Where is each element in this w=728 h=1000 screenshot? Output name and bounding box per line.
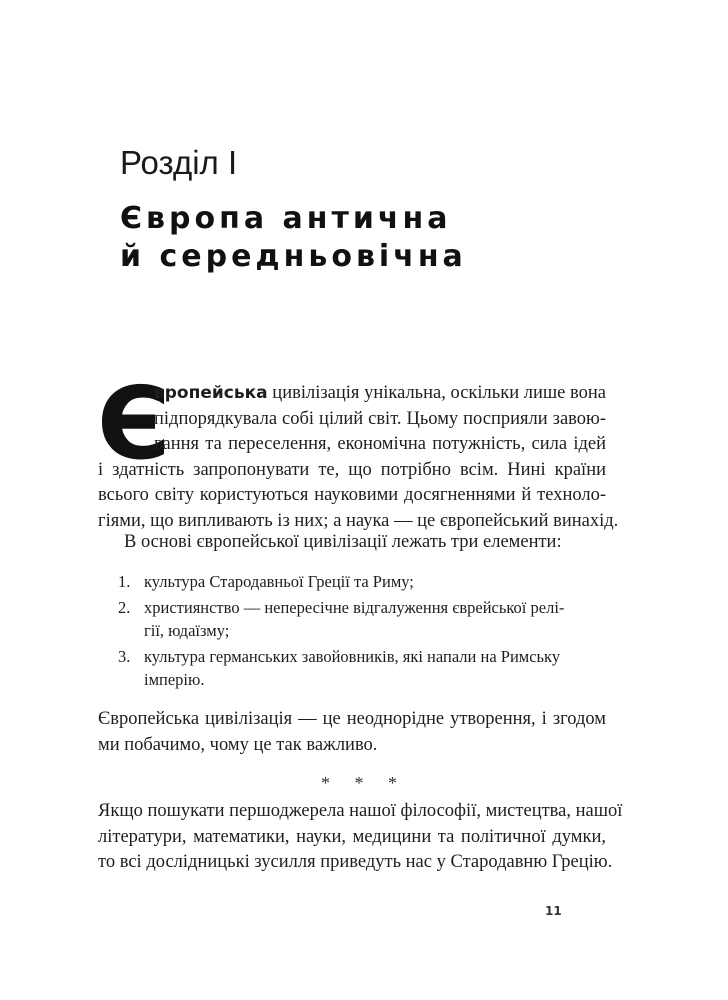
list-item — [98, 645, 568, 692]
list-item-text: культура Стародавньої Греції та Риму; — [144, 572, 414, 591]
paragraph-heterogeneous-line-1: Європейська цивілізація — це неоднорідне утворення, і згодом — [98, 709, 606, 729]
lead-line-rest: цивілізація унікальна, оскільки лише вона — [267, 383, 606, 403]
list-item-text: християнство — непересічне відгалуження єврейської релі- — [144, 597, 565, 617]
list-item-number: 3. — [118, 646, 131, 666]
paragraph-intro-line-3: вання та переселення, економічна потужність, сила ідей — [154, 434, 606, 454]
paragraph-elements-line: В основі європейської цивілізації лежать три елементи: — [124, 532, 562, 552]
paragraph-intro-line-2: підпорядкувала собі цілий світ. Цьому посприяли завою- — [154, 408, 606, 429]
paragraph-heterogeneous-line-2: ми побачимо, чому це так важливо. — [98, 734, 378, 755]
list-item — [98, 596, 568, 643]
lead-word: вропейська — [154, 383, 268, 403]
paragraph-intro-line-1 — [98, 381, 606, 407]
list-item-text: культура германських завойовників, які напали на Римську — [144, 646, 561, 666]
paragraph-elements — [98, 530, 606, 556]
paragraph-intro-line-6: гіями, що випливають із них; а наука — це європейський винахід. — [98, 510, 619, 531]
list-item — [98, 570, 568, 594]
paragraph-greece-line-1: Якщо пошукати першоджерела нашої філософії, мистецтва, нашої — [98, 801, 623, 821]
drop-cap-letter: Є — [97, 365, 171, 482]
list-item-text: гії, юдаїзму; — [144, 621, 230, 640]
chapter-label: Розділ I — [120, 144, 238, 181]
paragraph-intro — [98, 381, 619, 534]
chapter-title-line-1: Європа антична — [120, 201, 452, 236]
paragraph-intro-line-5: всього світу користуються науковими досягненнями й техноло- — [98, 485, 606, 505]
list-item-number: 1. — [118, 572, 131, 591]
paragraph-greece-line-2: літератури, математики, науки, медицини та політичної думки, — [98, 826, 606, 847]
list-item-text: імперію. — [144, 670, 205, 689]
list-item-number: 2. — [118, 597, 131, 617]
section-separator: * * * — [321, 773, 407, 793]
chapter-title — [120, 200, 467, 276]
paragraph-greece — [98, 799, 623, 876]
paragraph-intro-line-4: і здатність запропонувати те, що потрібно всім. Нині країни — [98, 459, 606, 480]
page-number: 11 — [545, 904, 562, 918]
elements-list — [98, 570, 568, 694]
paragraph-greece-line-3: то всі дослідницькі зусилля приведуть нас у Стародавню Грецію. — [98, 852, 613, 872]
chapter-title-line-2: й середньовічна — [120, 239, 467, 274]
paragraph-heterogeneous — [98, 707, 606, 758]
